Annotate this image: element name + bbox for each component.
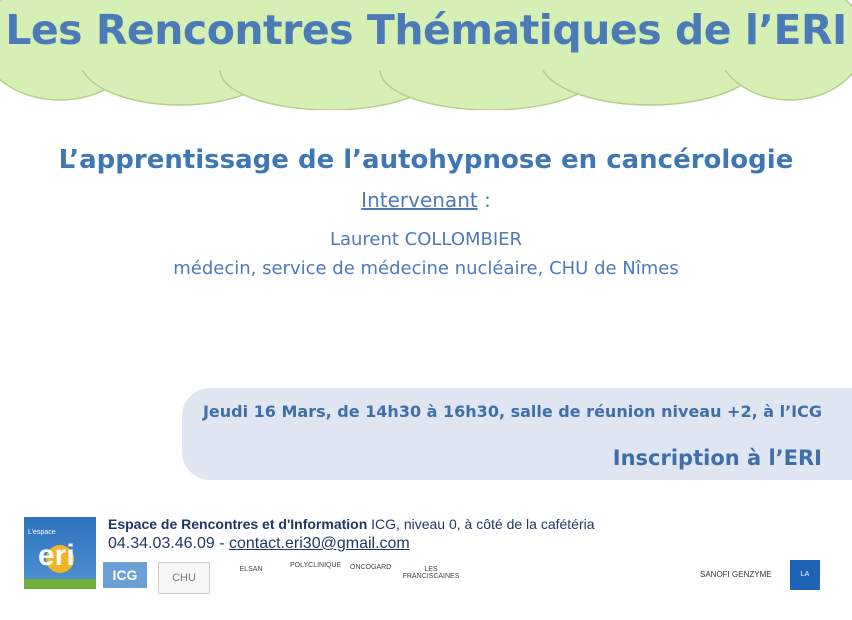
logo-strip: [24, 579, 96, 589]
franciscaines-logo: LES FRANCISCAINES: [402, 566, 460, 580]
intervenant-label: [0, 188, 852, 212]
elsan-logo: ELSAN: [239, 566, 263, 573]
contact-separator: -: [214, 535, 229, 552]
org-location: ICG, niveau 0, à côté de la cafétéria: [367, 516, 595, 532]
phone-number: 04.34.03.46.09: [108, 535, 215, 552]
contact-info: [108, 535, 410, 553]
icg-logo: ICG: [103, 562, 147, 588]
talk-subtitle: L’apprentissage de l’autohypnose en cancérologie: [58, 145, 794, 175]
event-datetime: Jeudi 16 Mars, de 14h30 à 16h30, salle de réunion niveau +2, à l’ICG: [202, 402, 822, 421]
org-info: [108, 516, 595, 532]
eri-logo: [24, 517, 96, 589]
speaker-role: médecin, service de médecine nucléaire, CHU de Nîmes: [173, 258, 679, 279]
logo-big-text: eri: [38, 539, 75, 572]
logo-small-text: L’espace: [28, 529, 56, 536]
intervenant-colon: :: [477, 188, 491, 212]
oncogard-logo: ONCOGARD: [350, 564, 392, 571]
speaker-name: Laurent COLLOMBIER: [329, 229, 523, 250]
chu-logo: CHU: [158, 562, 210, 594]
registration-link[interactable]: Inscription à l’ERI: [612, 446, 822, 470]
page-title: Les Rencontres Thématiques de l’ERI: [5, 6, 847, 54]
ligue-logo: LA LIGUE: [790, 560, 820, 590]
polyclinique-logo: POLYCLINIQUE: [290, 562, 342, 569]
email-link[interactable]: contact.eri30@gmail.com: [228, 535, 410, 552]
intervenant-text: Intervenant: [361, 188, 478, 212]
sanofi-logo: SANOFI GENZYME: [700, 570, 772, 579]
org-name: Espace de Rencontres et d'Information: [108, 516, 368, 532]
